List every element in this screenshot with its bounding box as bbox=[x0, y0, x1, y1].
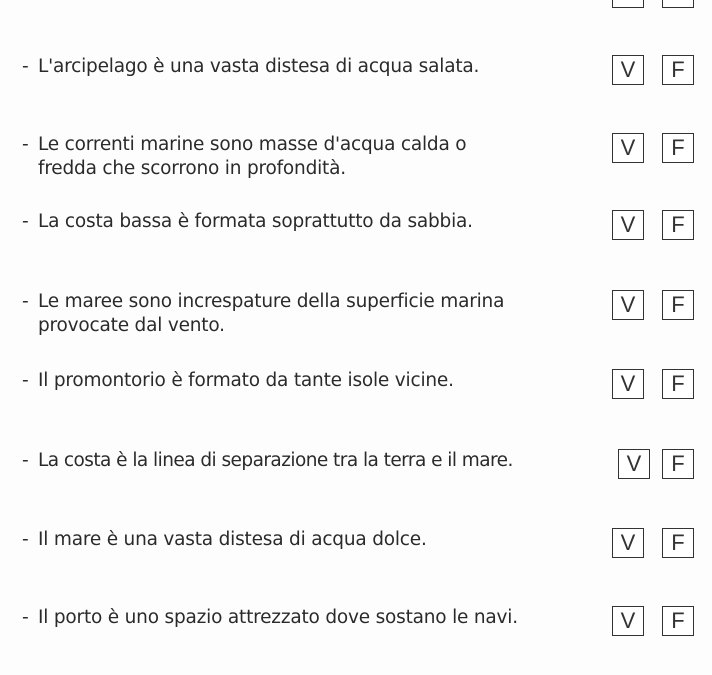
true-box[interactable]: V bbox=[612, 606, 644, 636]
false-box[interactable]: F bbox=[662, 55, 694, 85]
statement-line-continued: fredda che scorrono in profondità. bbox=[38, 158, 346, 179]
false-box[interactable]: F bbox=[662, 528, 694, 558]
statement-text: - Il porto è uno spazio attrezzato dove sostano le navi. bbox=[22, 607, 518, 628]
false-box[interactable]: F bbox=[662, 133, 694, 163]
statement-line: Il mare è una vasta distesa di acqua dolce. bbox=[38, 529, 427, 550]
statement-text: - L'arcipelago è una vasta distesa di acqua salata. bbox=[22, 56, 480, 77]
statement-text: - Il mare è una vasta distesa di acqua dolce. bbox=[22, 529, 427, 550]
false-box[interactable]: F bbox=[662, 449, 694, 479]
true-box[interactable]: V bbox=[612, 528, 644, 558]
false-box[interactable]: F bbox=[662, 606, 694, 636]
true-box[interactable]: V bbox=[612, 133, 644, 163]
statement-text: - Le maree sono increspature della superficie marina provocate dal vento. bbox=[22, 290, 607, 338]
false-box[interactable]: F bbox=[662, 210, 694, 240]
statement-line-continued: provocate dal vento. bbox=[38, 315, 225, 336]
true-box[interactable]: V bbox=[612, 369, 644, 399]
false-box[interactable]: F bbox=[662, 369, 694, 399]
statement-line: La costa bassa è formata soprattutto da sabbia. bbox=[38, 211, 473, 232]
true-box[interactable]: V bbox=[618, 449, 650, 479]
statement-text: - La costa bassa è formata soprattutto da sabbia. bbox=[22, 211, 473, 232]
statement-text: - Le correnti marine sono masse d'acqua calda o fredda che scorrono in profondità. bbox=[22, 133, 607, 181]
false-box[interactable]: F bbox=[662, 290, 694, 320]
true-box[interactable]: V bbox=[612, 55, 644, 85]
statement-line: Il porto è uno spazio attrezzato dove sostano le navi. bbox=[38, 607, 518, 628]
statement-line: L'arcipelago è una vasta distesa di acqua salata. bbox=[38, 56, 480, 77]
statement-line: Le correnti marine sono masse d'acqua calda o bbox=[38, 134, 467, 155]
statement-text: - La costa è la linea di separazione tra la terra e il mare. bbox=[22, 450, 513, 471]
true-box[interactable]: V bbox=[612, 290, 644, 320]
previous-true-box[interactable] bbox=[612, 0, 644, 8]
previous-false-box[interactable] bbox=[662, 0, 694, 8]
true-box[interactable]: V bbox=[612, 210, 644, 240]
statement-line: Il promontorio è formato da tante isole vicine. bbox=[38, 370, 454, 391]
statement-line: Le maree sono increspature della superficie marina bbox=[38, 291, 505, 312]
statement-line: La costa è la linea di separazione tra la terra e il mare. bbox=[38, 450, 513, 471]
statement-text: - Il promontorio è formato da tante isole vicine. bbox=[22, 370, 454, 391]
